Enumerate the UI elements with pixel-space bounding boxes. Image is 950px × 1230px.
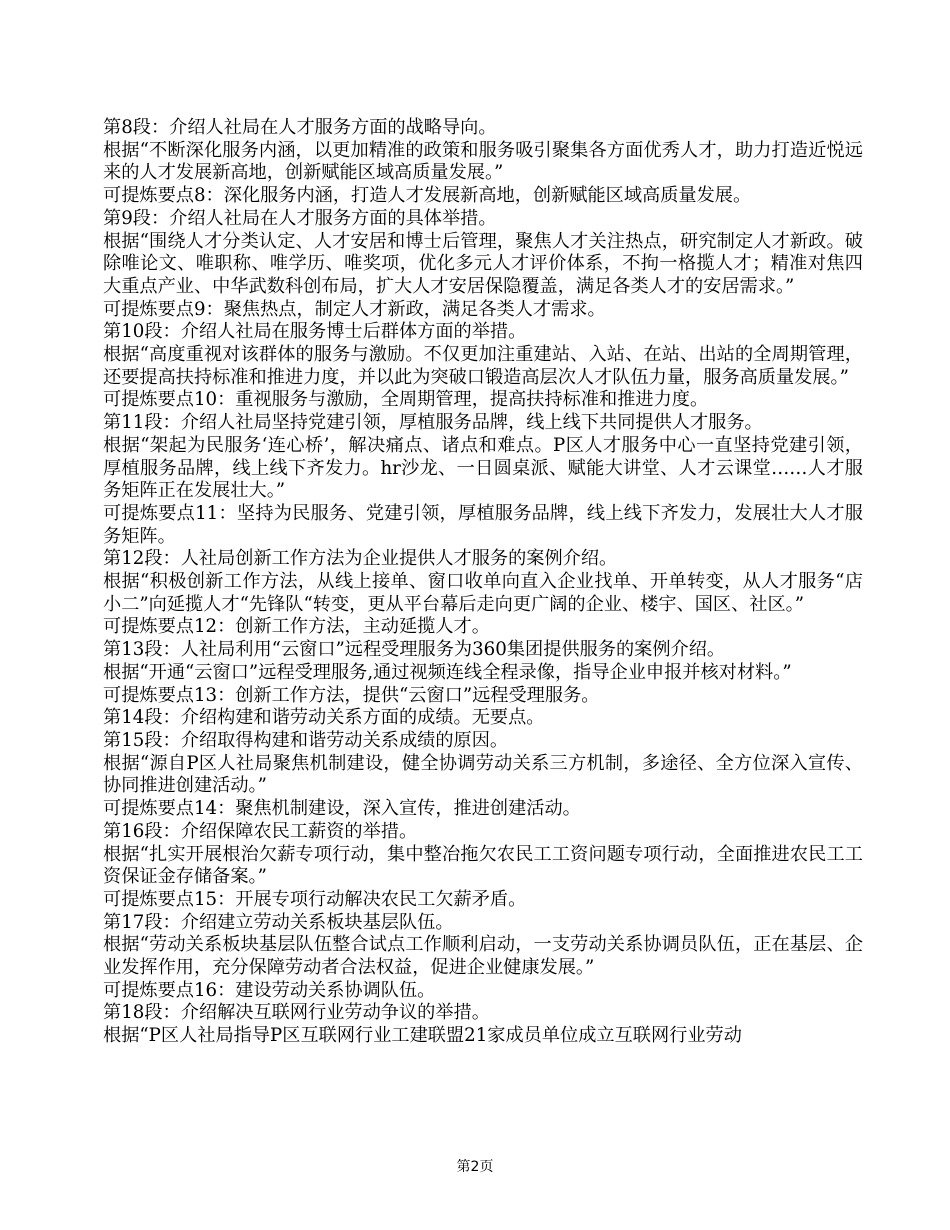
paragraph-quote: 根据“高度重视对该群体的服务与激励。不仅更加注重建站、入站、在站、出站的全周期管理，还要提高扶持标准和推进力度，并以此为突破口锻造高层次人才队伍力量，服务高质量发展。” bbox=[103, 344, 863, 388]
paragraph-quote: 根据“源自P区人社局聚焦机制建设，健全协调劳动关系三方机制，多途径、全方位深入宣传、协同推进创建活动。” bbox=[103, 752, 863, 797]
paragraph-keypoint: 可提炼要点8：深化服务内涵，打造人才发展新高地，创新赋能区域高质量发展。 bbox=[103, 185, 752, 207]
paragraph-keypoint: 可提炼要点14：聚焦机制建设，深入宣传，推进创建活动。 bbox=[103, 798, 581, 820]
paragraph-heading: 第14段：介绍构建和谐劳动关系方面的成绩。无要点。 bbox=[103, 707, 545, 729]
paragraph-heading: 第16段：介绍保障农民工薪资的举措。 bbox=[103, 820, 418, 842]
paragraph-keypoint: 可提炼要点9：聚焦热点，制定人才新政，满足各类人才需求。 bbox=[103, 298, 606, 320]
page-number: 第2页 bbox=[456, 1159, 494, 1175]
paragraph-heading: 第17段：介绍建立劳动关系板块基层队伍。 bbox=[103, 911, 454, 933]
paragraph-heading: 第12段：人社局创新工作方法为企业提供人才服务的案例介绍。 bbox=[103, 548, 618, 570]
paragraph-keypoint: 可提炼要点16：建设劳动关系协调队伍。 bbox=[103, 979, 436, 1001]
paragraph-heading: 第18段：介绍解决互联网行业劳动争议的举措。 bbox=[103, 1002, 490, 1024]
paragraph-quote: 根据“开通“云窗口”远程受理服务,通过视频连线全程录像，指导企业申报并核对材料。” bbox=[103, 661, 792, 683]
paragraph-keypoint: 可提炼要点13：创新工作方法，提供“云窗口”远程受理服务。 bbox=[103, 684, 600, 706]
paragraph-quote: 根据“积极创新工作方法，从线上接单、窗口收单向直入企业找单、开单转变，从人才服务“店小二”向延揽人才“先锋队“转变，更从平台幕后走向更广阔的企业、楼宇、国区、社区。” bbox=[103, 571, 863, 615]
paragraph-quote: 根据“不断深化服务内涵，以更加精准的政策和服务吸引聚集各方面优秀人才，助力打造近悦远来的人才发展新高地，创新赋能区域高质量发展。” bbox=[103, 139, 863, 184]
paragraph-quote: 根据“架起为民服务‘连心桥’，解决痛点、诸点和难点。P区人才服务中心一直坚持党建引领，厚植服务品牌，线上线下齐发力。hr沙龙、一日圆桌派、赋能大讲堂、人才云课堂……人才服务矩阵正在发展壮大。” bbox=[103, 434, 863, 502]
paragraph-heading: 第9段：介绍人社局在人才服务方面的具体举措。 bbox=[103, 207, 497, 229]
paragraph-heading: 第11段：介绍人社局坚持党建引领，厚植服务品牌，线上线下共同提供人才服务。 bbox=[103, 412, 763, 434]
paragraph-heading: 第15段：介绍取得构建和谐劳动关系成绩的原因。 bbox=[103, 729, 509, 751]
paragraph-keypoint: 可提炼要点12：创新工作方法，主动延揽人才。 bbox=[103, 616, 490, 638]
paragraph-keypoint: 可提炼要点15：开展专项行动解决农民工欠薪矛盾。 bbox=[103, 888, 527, 910]
paragraph-quote: 根据“扎实开展根治欠薪专项行动，集中整冶拖欠农民工工资问题专项行动，全面推进农民工工资保证金存储备案。” bbox=[103, 843, 863, 888]
paragraph-quote: 根据“围绕人才分类认定、人才安居和博士后管理，聚焦人才关注热点，研究制定人才新政。破除唯论文、唯职称、唯学历、唯奖项，优化多元人才评价体系，不拘一格揽人才；精准对焦四大重点产业、中华武数科创布局，扩大人才安居保隐覆盖，满足各类人才的安居需求。” bbox=[103, 230, 863, 297]
paragraph-heading: 第8段：介绍人社局在人才服务方面的战略导向。 bbox=[103, 117, 497, 138]
paragraph-quote: 根据“劳动关系板块基层队伍整合试点工作顺利启动，一支劳动关系协调员队伍，正在基层、企业发挥作用，充分保障劳动者合法权益，促进企业健康发展。” bbox=[103, 934, 863, 979]
paragraph-heading: 第10段：介绍人社局在服务博士后群体方面的举措。 bbox=[103, 321, 527, 343]
paragraph-heading: 第13段：人社局利用“云窗口”远程受理服务为360集团提供服务的案例介绍。 bbox=[103, 639, 726, 661]
paragraph-quote: 根据“P区人社局指导P区互联网行业工建联盟21家成员单位成立互联网行业劳动 bbox=[103, 1025, 742, 1047]
document-body bbox=[103, 117, 863, 1048]
paragraph-keypoint: 可提炼要点11：坚持为民服务、党建引领，厚植服务品牌，线上线下齐发力，发展壮大人才服务矩阵。 bbox=[103, 502, 863, 547]
paragraph-keypoint: 可提炼要点10：重视服务与激励，全周期管理，提高扶持标准和推进力度。 bbox=[103, 389, 709, 411]
